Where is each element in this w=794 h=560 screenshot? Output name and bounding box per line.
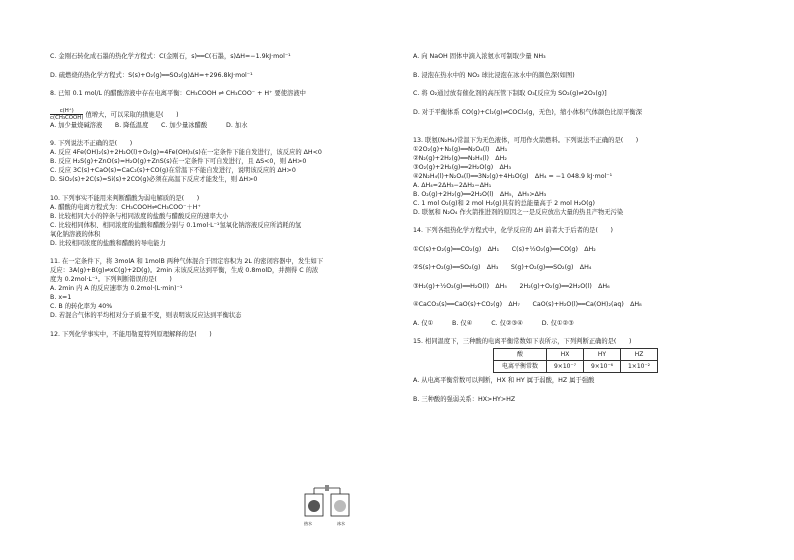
line-spacer [50,98,380,108]
left-column [50,52,380,339]
option-line: B. 三种酸的强弱关系：HX>HY>HZ [413,395,516,403]
question-line: 反应：3A(g)+B(g)⇌xC(g)+2D(g)。2min 末该反应达到平衡，生成 0.8molD，并测得 C 的浓 [50,267,319,274]
question-line: A. 仅① B. 仅④ C. 仅②③④ D. 仅①②③ [413,319,574,327]
question-line: 度为 0.2mol·L⁻¹。下列判断错误的是( ) [50,276,172,283]
no2-flask-figure [292,482,362,528]
question-line: ②S(s)+O₂(g)══SO₂(g) ΔH₃ S(g)+O₂(g)══SO₂(g) ΔH₄ [413,264,592,271]
fraction-line [50,108,380,121]
question-line: A. 2min 内 A 的反应速率为 0.2mol·(L·min)⁻¹ [50,285,183,292]
line-spacer [413,80,743,90]
question-line: D. 比较相同浓度的盐酸和醋酸的导电能力 [50,239,166,247]
line-spacer [413,98,743,108]
question-line: 14. 下列各组热化学方程式中，化学反应的 ΔH 前者大于后者的是( ) [413,227,613,234]
question-line: 8. 已知 0.1 mol/L 的醋酸溶液中存在电离平衡：CH₃COOH ⇌ CH₃COO⁻ + H⁺ 要使溶液中 [50,90,306,97]
line-spacer [413,235,743,245]
ice-water-label: 冰水 [337,521,345,526]
question-line: A. 反应 4Fe(OH)₂(s)+2H₂O(l)+O₂(g)=4Fe(OH)₃(s)在一定条件下能自发进行，该反应的 ΔH<0 [50,149,322,156]
question-line: A. 向 NaOH 固体中滴入浓氨水可制取少量 NH₃ [413,53,546,60]
line-spacer [50,80,380,90]
question-line: C. 反应 3C(s)+CaO(s)=CaC₂(s)+CO(g)在常温下不能自发进行，说明该反应的 ΔH>0 [50,167,296,174]
table-header-row [494,349,658,361]
question-line: ①C(s)+O₂(g)══CO₂(g) ΔH₁ C(s)+½O₂(g)══CO(g) ΔH₂ [413,245,596,253]
table-row [494,361,658,373]
question-line: C. B 的转化率为 40% [50,303,113,310]
question-line: D. SiO₂(s)+2C(s)=Si(s)+2CO(g)必须在高温下反应才能发生，则 ΔH>0 [50,176,258,183]
question-line: ②N₂(g)+2H₂(g)══N₂H₄(l) ΔH₂ [413,154,507,162]
question-line: ③H₂(g)+½O₂(g)══H₂O(l) ΔH₅ 2H₂(g)+O₂(g)══2H₂O(l) ΔH₆ [413,282,610,290]
question-line: B. O₂(g)+2H₂(g)══2H₂O(l) ΔH₅，ΔH₅>ΔH₃ [413,190,547,198]
ionization-constant-table [493,348,658,373]
right-column [413,52,743,404]
hot-water-label: 热水 [304,521,312,526]
question-line: C. 金刚石转化成石墨的热化学方程式：C(金刚石，s)══C(石墨，s)ΔH=−1.9kJ·mol⁻¹ [50,53,291,60]
line-spacer [50,61,380,71]
table-cell: 9×10⁻⁷ [547,361,584,373]
fraction-numerator: c(H⁺) [50,108,83,115]
option-line: A. 从电离平衡常数可以判断，HX 和 HY 属于弱酸，HZ 属于强酸 [413,377,595,384]
fraction-denominator: c(CH₃COOH) [50,114,84,121]
table-header-cell: 酸 [494,349,547,361]
question-line: A. 加少量烧碱溶液 B. 降低温度 C. 加少量冰醋酸 D. 加水 [50,121,248,129]
question-line: 10. 下列事实不能用来判断醋酸为弱电解质的是( ) [50,194,200,202]
table-header-cell: HZ [621,349,658,361]
question-line: 12. 下列化学事实中，不能用勒夏特列原理解释的是( ) [50,330,212,338]
table-header-cell: HX [547,349,584,361]
table-cell: 1×10⁻² [621,361,658,373]
question-line: ④CaCO₃(s)══CaO(s)+CO₂(g) ΔH₇ CaO(s)+H₂O(l)══Ca(OH)₂(aq) ΔH₈ [413,301,642,308]
question-line: B. 比较相同大小的锌条与相同浓度的盐酸与醋酸反应的速率大小 [50,212,229,220]
line-spacer [413,254,743,264]
question-line: ③O₂(g)+2H₂(g)══2H₂O(g) ΔH₃ [413,163,512,171]
question-line: C. 将 O₂通过放有催化剂的高压管下制取 O₃[反应为 SO₂(g)⇌2O₃(g)] [413,90,607,97]
question-line: 9. 下列说法不正确的是( ) [50,140,133,147]
line-spacer [413,117,743,127]
question-line: 11. 在一定条件下，将 3molA 和 1molB 两种气体混合于固定容积为 2L 的密闭容器中，发生如下 [50,258,324,265]
table-row-label: 电离平衡常数 [494,361,547,373]
question-line: D. 联氨和 N₂O₄ 作火箭推进剂的原因之一是反应放出大量的热且产物无污染 [413,208,624,216]
line-spacer [413,328,743,338]
question-line: B. 反应 H₂S(g)+ZnO(s)=H₂O(g)+ZnS(s)在一定条件下可自发进行，且 ΔS<0，则 ΔH>0 [50,158,307,165]
line-spacer [413,291,743,301]
line-spacer [50,184,380,194]
line-spacer [50,320,380,330]
line-spacer [50,130,380,140]
question-line: 氧化钠溶液的体积 [50,230,101,238]
line-spacer [413,61,743,71]
line-spacer [413,126,743,136]
question-line: C. 1 mol O₂(g)和 2 mol H₂(g)具有的总能量高于 2 mol H₂O(g) [413,199,595,207]
question-line: ①2O₂(g)+N₂(g)══N₂O₄(l) ΔH₁ [413,145,508,153]
question-line: D. 对于平衡体系 CO(g)+Cl₂(g)⇌COCl₂(g，无色)，缩小体积气体颜色比原平衡深 [413,108,643,116]
line-spacer [413,217,743,227]
question-line: ④2N₂H₄(l)+N₂O₄(l)══3N₂(g)+4H₂O(g) ΔH₄ = −1 048.9 kJ·mol⁻¹ [413,172,613,180]
table-cell: 9×10⁻⁶ [584,361,621,373]
question-line: C. 比较相同体积、相同浓度的盐酸和醋酸分别与 0.1mol·L⁻¹氢氧化钠溶液反应所消耗的氢 [50,221,302,229]
question-line: D. 若混合气体的平均相对分子质量不变，则表明该反应达到平衡状态 [50,312,242,319]
question-line: B. x=1 [50,294,72,301]
line-spacer [50,248,380,258]
question-line: A. ΔH₄=2ΔH₃−2ΔH₂−ΔH₁ [413,181,492,189]
ratio-fraction [50,108,83,121]
question-line: D. 硫燃烧的热化学方程式：S(s)+O₂(g)══SO₂(g)ΔH=+296.8kJ·mol⁻¹ [50,71,253,79]
fraction-tail-text: 值增大，可以采取的措施是( ) [85,111,179,118]
question-line: 13. 联氨(N₂H₄)常温下为无色液体，可用作火箭燃料。下列说法不正确的是( ) [413,136,639,144]
table-header-cell: HY [584,349,621,361]
question-line: B. 浸泡在热水中的 NO₂ 球比浸泡在冰水中的颜色深(如图) [413,71,575,79]
line-spacer [413,309,743,319]
line-spacer [413,272,743,282]
question-line: A. 醋酸的电离方程式为：CH₃COOH⇌CH₃COO⁻＋H⁺ [50,203,201,211]
question-line: 15. 相同温度下，三种酸的电离平衡常数如下表所示，下列判断正确的是( ) [413,338,632,345]
line-spacer [413,385,743,395]
